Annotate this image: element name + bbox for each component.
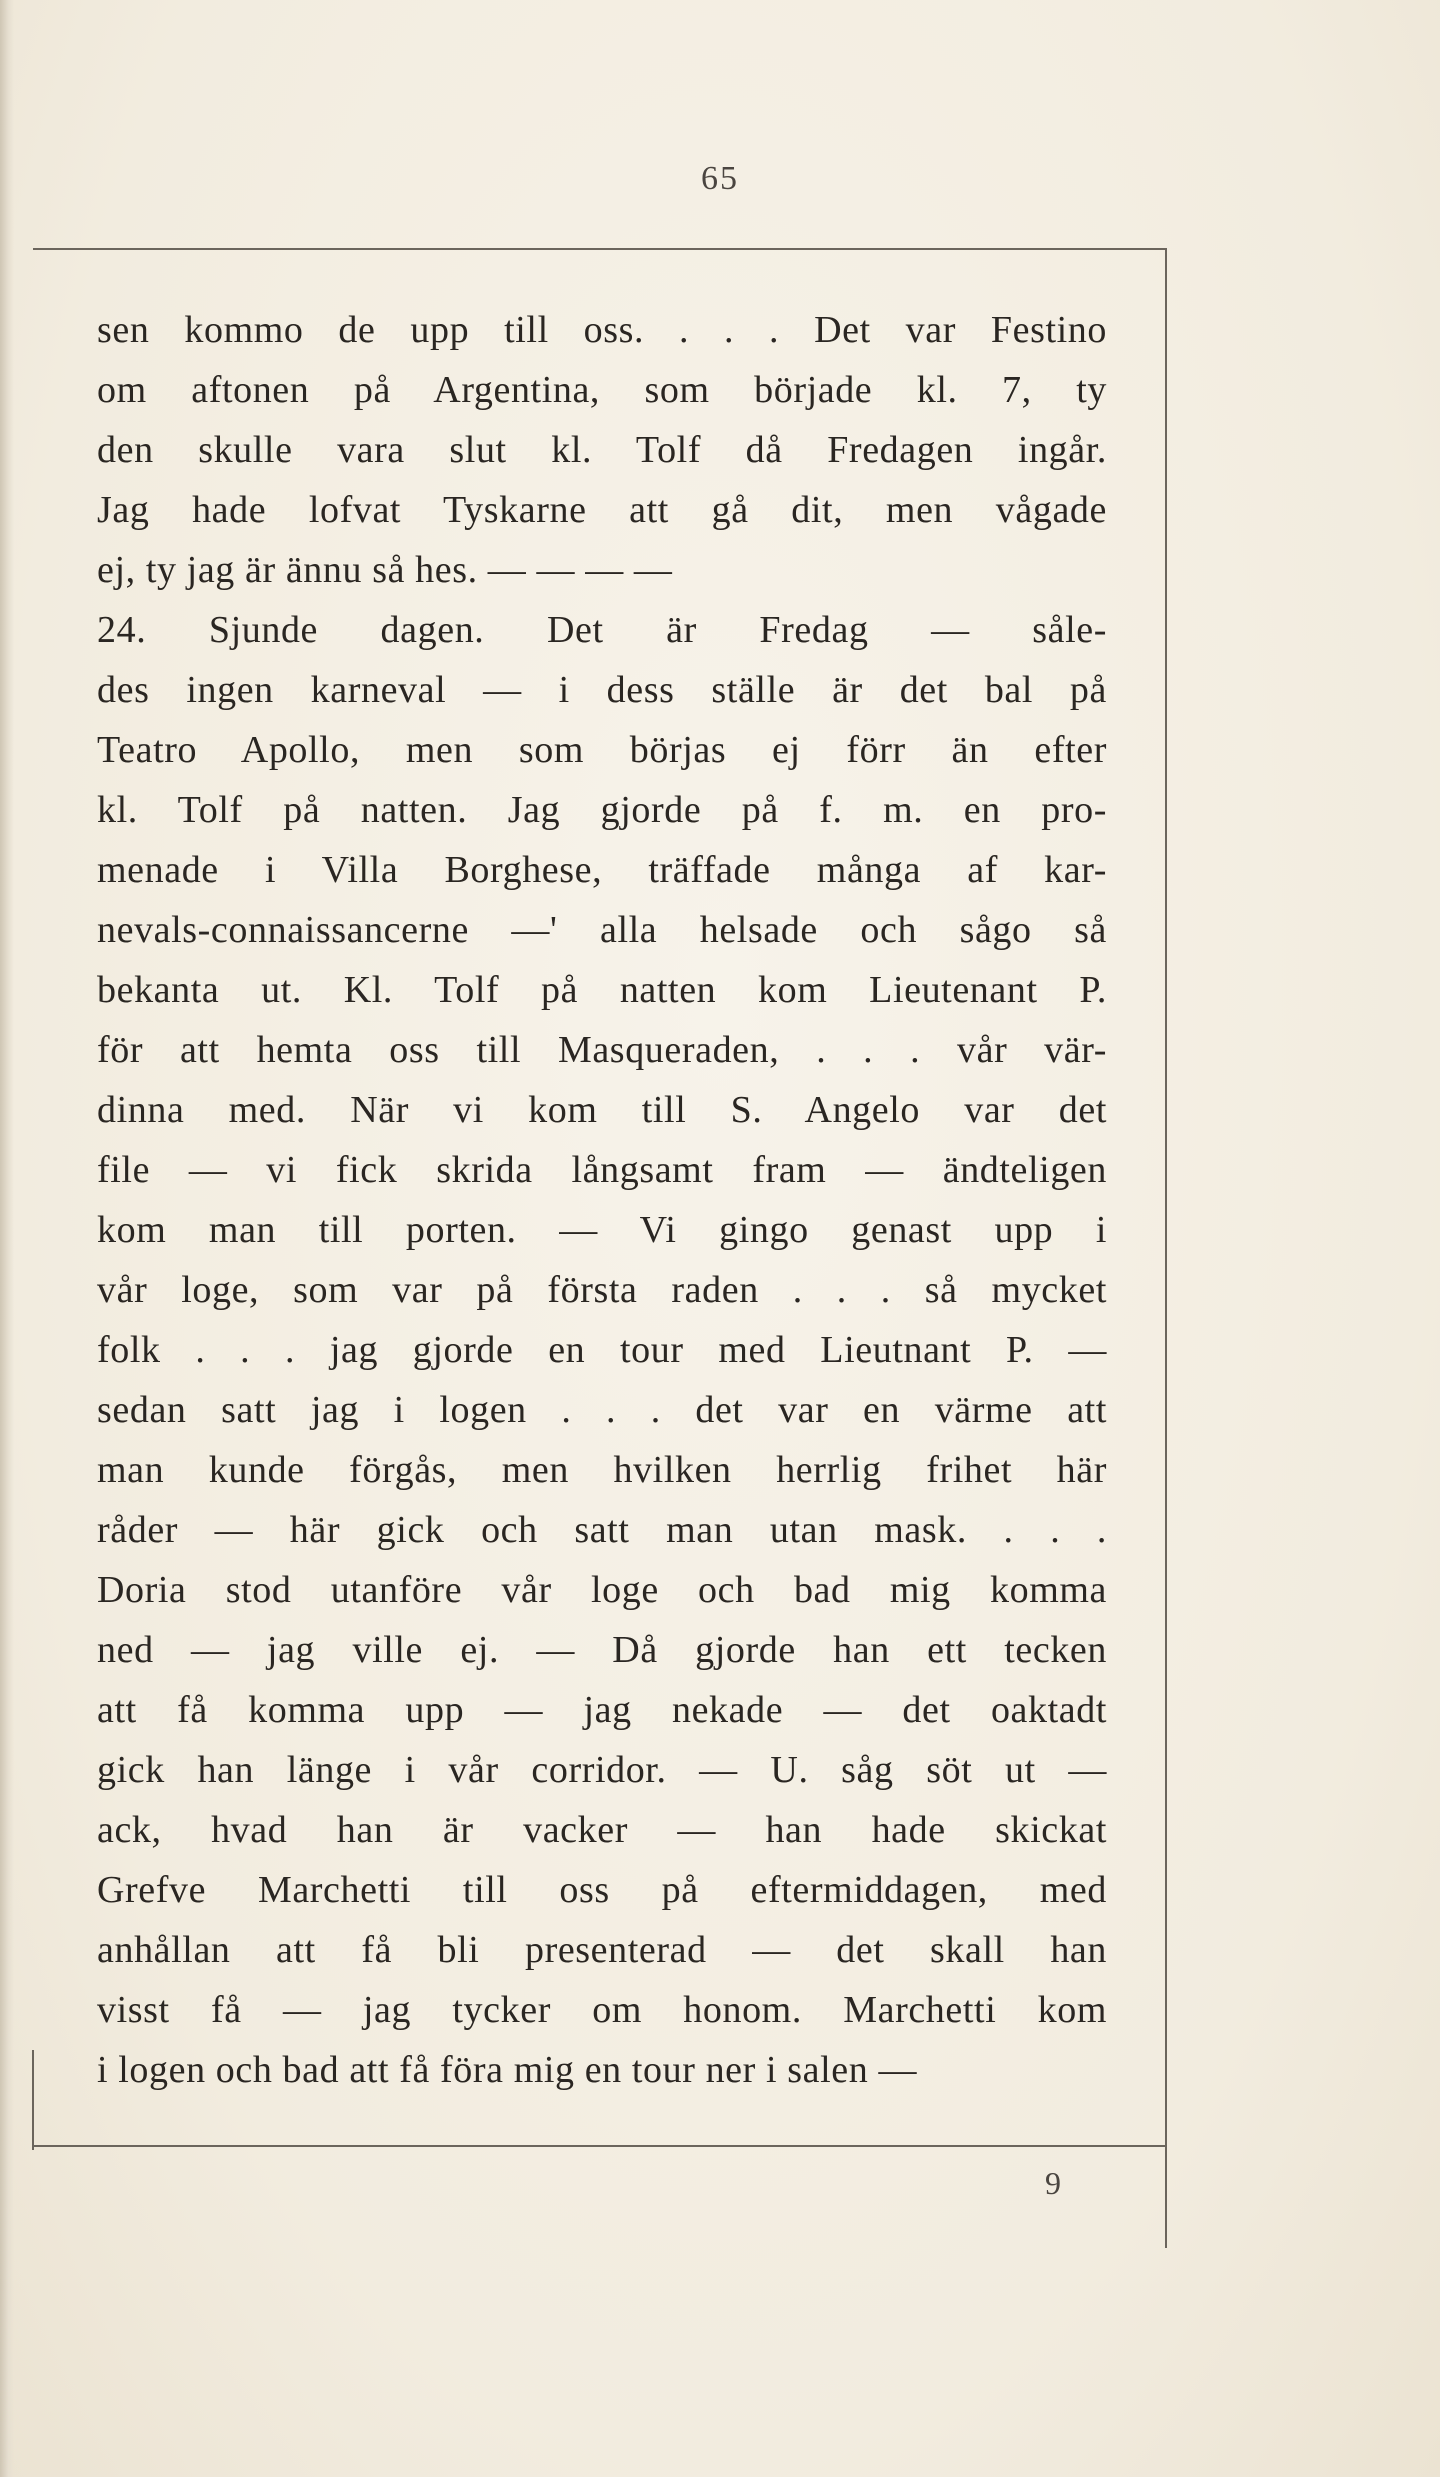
text-line: Grefve Marchetti till oss på eftermiddagen, med (97, 1869, 1107, 1911)
frame-rule-bottom (33, 2145, 1167, 2147)
text-line: råder — här gick och satt man utan mask. . . . (97, 1509, 1107, 1551)
text-line: för att hemta oss till Masqueraden, . . . vår vär- (97, 1029, 1107, 1071)
text-line: nevals-connaissancerne —' alla helsade och sågo så (97, 909, 1107, 951)
text-line: dinna med. När vi kom till S. Angelo var det (97, 1089, 1107, 1131)
text-line: visst få — jag tycker om honom. Marchetti kom (97, 1989, 1107, 2031)
text-line: ned — jag ville ej. — Då gjorde han ett tecken (97, 1629, 1107, 1671)
text-line: sen kommo de upp till oss. . . . Det var Festino (97, 309, 1107, 351)
frame-rule-right (1165, 248, 1167, 2248)
frame-rule-left (32, 2050, 34, 2150)
frame-rule-top (33, 248, 1166, 250)
text-line: den skulle vara slut kl. Tolf då Fredagen ingår. (97, 429, 1107, 471)
text-line: vår loge, som var på första raden . . . så mycket (97, 1269, 1107, 1311)
text-line: kl. Tolf på natten. Jag gjorde på f. m. en pro- (97, 789, 1107, 831)
text-line: om aftonen på Argentina, som började kl. 7, ty (97, 369, 1107, 411)
text-line: Teatro Apollo, men som börjas ej förr än efter (97, 729, 1107, 771)
text-line: menade i Villa Borghese, träffade många af kar- (97, 849, 1107, 891)
text-line: Jag hade lofvat Tyskarne att gå dit, men vågade (97, 489, 1107, 531)
signature-mark: 9 (1045, 2165, 1061, 2201)
text-line: ej, ty jag är ännu så hes. — — — — (97, 549, 673, 591)
text-line: 24. Sjunde dagen. Det är Fredag — såle- (97, 609, 1107, 651)
text-line: Doria stod utanföre vår loge och bad mig komma (97, 1569, 1107, 1611)
text-line: anhållan att få bli presenterad — det skall han (97, 1929, 1107, 1971)
text-line: des ingen karneval — i dess ställe är det bal på (97, 669, 1107, 711)
page-binding-edge (0, 0, 14, 2477)
text-line: folk . . . jag gjorde en tour med Lieutnant P. — (97, 1329, 1107, 1371)
text-line: att få komma upp — jag nekade — det oaktadt (97, 1689, 1107, 1731)
text-line: man kunde förgås, men hvilken herrlig frihet här (97, 1449, 1107, 1491)
text-line: sedan satt jag i logen . . . det var en värme att (97, 1389, 1107, 1431)
text-line: bekanta ut. Kl. Tolf på natten kom Lieutenant P. (97, 969, 1107, 1011)
text-line: gick han länge i vår corridor. — U. såg söt ut — (97, 1749, 1107, 1791)
text-line: kom man till porten. — Vi gingo genast upp i (97, 1209, 1107, 1251)
text-line: ack, hvad han är vacker — han hade skickat (97, 1809, 1107, 1851)
text-line: i logen och bad att få föra mig en tour ner i salen — (97, 2049, 918, 2091)
text-line: file — vi fick skrida långsamt fram — ändteligen (97, 1149, 1107, 1191)
page-number: 65 (701, 160, 739, 197)
body-text (97, 300, 1107, 2100)
